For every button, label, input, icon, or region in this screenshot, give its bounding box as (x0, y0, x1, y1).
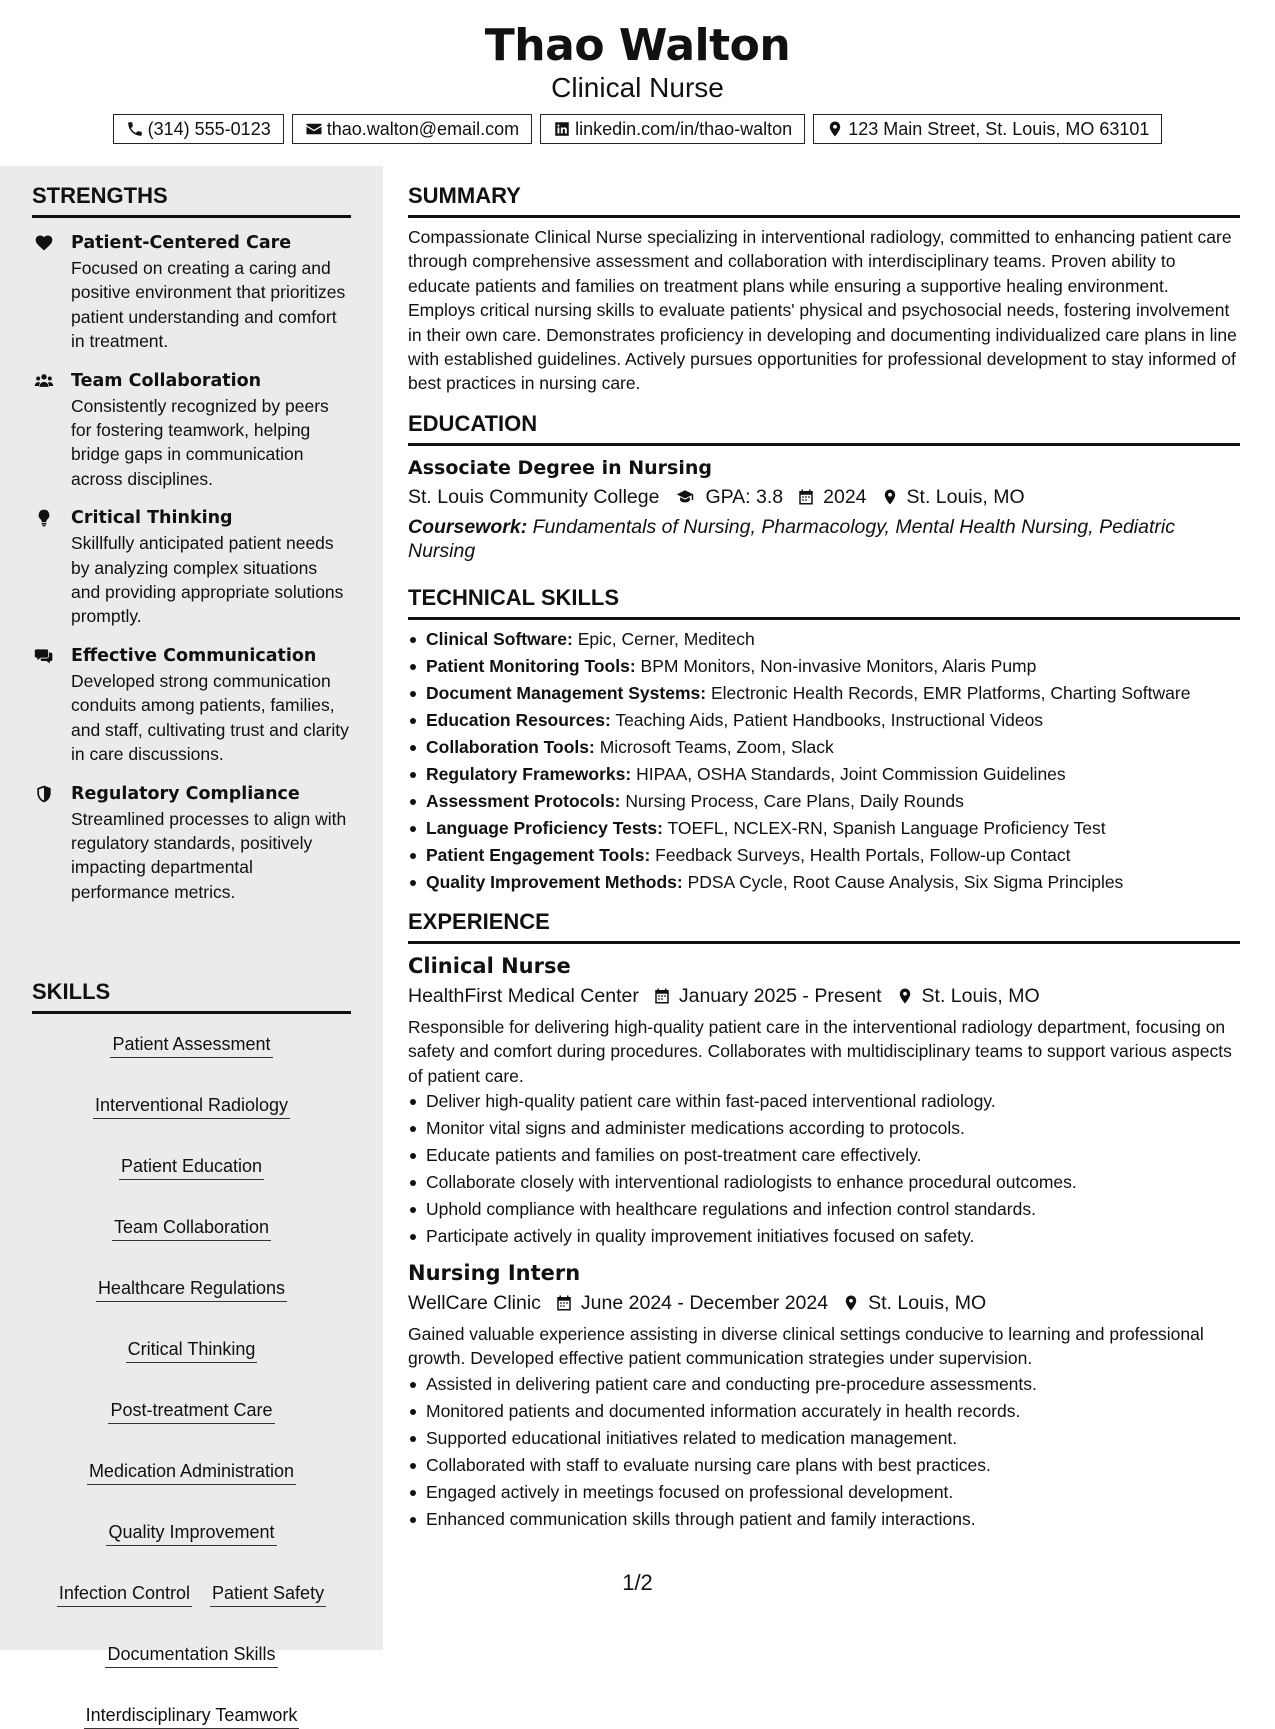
job-dates: June 2024 - December 2024 (580, 1292, 829, 1315)
list-item (408, 869, 1240, 896)
linkedin-icon (553, 120, 571, 138)
comments-icon (34, 646, 54, 666)
summary-text: Compassionate Clinical Nurse specializing in interventional radiology, committed to enhancing patient care through comprehensive assessment and collaboration with interdisciplinary teams. Proven ability to educate patients and families on treatment plans while ensuring a supportive healing environment. Employs critical nursing skills to evaluate patients' physical and psychosocial needs, fostering involvement in their own care. Demonstrates proficiency in developing and documenting individualized care plans in line with established guidelines. Actively pursues opportunities for professional development to stay informed of best practices in nursing care. (408, 227, 1237, 394)
job-bullets (408, 1371, 1240, 1533)
list-item: Participate actively in quality improvement initiatives focused on safety. (408, 1223, 1240, 1250)
experience-heading: EXPERIENCE (408, 909, 1240, 944)
strength-title: Team Collaboration (71, 370, 262, 391)
list-item (408, 815, 1240, 842)
strength-desc: Streamlined processes to align with regulatory standards, positively impacting departmental performance metrics. (71, 808, 347, 902)
job-title: Nursing Intern (408, 1261, 581, 1286)
strength-item (32, 505, 351, 629)
skill-value: Feedback Surveys, Health Portals, Follow-up Contact (655, 844, 1071, 865)
strength-desc: Consistently recognized by peers for fostering teamwork, helping bridge gaps in communication across disciplines. (71, 395, 329, 489)
lightbulb-icon (34, 508, 54, 528)
list-item: Collaborate closely with interventional radiologists to enhance procedural outcomes. (408, 1169, 1240, 1196)
candidate-name: Thao Walton (484, 20, 791, 71)
skill-label: Regulatory Frameworks: (426, 763, 632, 784)
list-item: Collaborated with staff to evaluate nursing care plans with best practices. (408, 1452, 1240, 1479)
skill-label: Patient Engagement Tools: (426, 844, 651, 865)
heart-icon (34, 233, 54, 253)
experience-section (408, 909, 1240, 1533)
sidebar (0, 166, 383, 1725)
skill-tag: Patient Assessment (110, 1031, 272, 1058)
list-item: Monitored patients and documented information accurately in health records. (408, 1398, 1240, 1425)
candidate-title: Clinical Nurse (551, 72, 724, 103)
list-item (408, 626, 1240, 653)
company-name: HealthFirst Medical Center (408, 984, 639, 1007)
skill-tag: Team Collaboration (112, 1214, 271, 1241)
job-meta (408, 1288, 1240, 1318)
skill-value: Epic, Cerner, Meditech (577, 628, 755, 649)
education-meta (408, 482, 1240, 512)
map-pin-icon (881, 488, 899, 506)
skill-label: Patient Monitoring Tools: (426, 655, 636, 676)
skill-label: Assessment Protocols: (426, 790, 621, 811)
list-item: Uphold compliance with healthcare regulations and infection control standards. (408, 1196, 1240, 1223)
shield-icon (34, 784, 54, 804)
skill-value: Microsoft Teams, Zoom, Slack (599, 736, 834, 757)
linkedin-text: linkedin.com/in/thao-walton (575, 118, 793, 139)
skills-heading: SKILLS (32, 979, 351, 1014)
graduation-cap-icon (673, 488, 697, 506)
page-indicator: 1/2 (622, 1570, 653, 1595)
calendar-icon (555, 1294, 573, 1312)
strength-item (32, 230, 351, 354)
skill-value: TOEFL, NCLEX-RN, Spanish Language Proficiency Test (667, 817, 1106, 838)
graduation-year: 2024 (823, 485, 867, 508)
skill-label: Education Resources: (426, 709, 611, 730)
skill-label: Document Management Systems: (426, 682, 707, 703)
education-location: St. Louis, MO (906, 485, 1025, 508)
contact-address (813, 114, 1162, 144)
job-description: Responsible for delivering high-quality patient care in the interventional radiology department, focusing on safety and comfort during procedures. Collaborates with multidisciplinary teams to support various aspects of patient care. (408, 1016, 1232, 1086)
skill-tag: Documentation Skills (105, 1641, 277, 1668)
technical-skills-section (408, 585, 1240, 896)
address-text: 123 Main Street, St. Louis, MO 63101 (848, 118, 1150, 139)
education-heading: EDUCATION (408, 411, 1240, 446)
coursework (408, 515, 1240, 564)
map-pin-icon (842, 1294, 860, 1312)
coursework-list: Fundamentals of Nursing, Pharmacology, Mental Health Nursing, Pediatric Nursing (408, 515, 1175, 563)
list-item (408, 653, 1240, 680)
skill-tag: Post-treatment Care (108, 1397, 274, 1424)
envelope-icon (305, 120, 323, 138)
strength-item (32, 781, 351, 905)
skill-value: Electronic Health Records, EMR Platforms, Charting Software (710, 682, 1191, 703)
contact-phone[interactable] (113, 114, 284, 144)
skill-label: Collaboration Tools: (426, 736, 595, 757)
list-item: Deliver high-quality patient care within fast-paced interventional radiology. (408, 1088, 1240, 1115)
email-text: thao.walton@email.com (326, 118, 520, 139)
strength-title: Critical Thinking (71, 508, 233, 529)
skill-label: Quality Improvement Methods: (426, 871, 683, 892)
skill-tag: Infection Control (57, 1580, 192, 1607)
contact-bar (0, 114, 1275, 144)
strength-item (32, 643, 351, 767)
skills-list (32, 1031, 351, 1729)
strength-desc: Skillfully anticipated patient needs by analyzing complex situations and providing appropriate solutions promptly. (71, 533, 344, 627)
job-dates: January 2025 - Present (678, 984, 882, 1007)
strength-desc: Focused on creating a caring and positive environment that prioritizes patient understanding and comfort in treatment. (71, 258, 346, 352)
job-location: St. Louis, MO (868, 1292, 987, 1315)
job-entry (408, 951, 1240, 1250)
calendar-icon (797, 488, 815, 506)
map-pin-icon (826, 120, 844, 138)
main-content (408, 166, 1240, 1533)
skill-value: HIPAA, OSHA Standards, Joint Commission Guidelines (636, 763, 1066, 784)
skill-label: Clinical Software: (426, 628, 573, 649)
strength-title: Effective Communication (71, 645, 317, 666)
list-item: Educate patients and families on post-treatment care effectively. (408, 1142, 1240, 1169)
skill-tag: Quality Improvement (106, 1519, 276, 1546)
strength-title: Patient-Centered Care (71, 233, 292, 253)
job-title: Clinical Nurse (408, 953, 571, 978)
job-entry (408, 1258, 1240, 1533)
job-location: St. Louis, MO (921, 984, 1040, 1007)
job-description: Gained valuable experience assisting in diverse clinical settings conducive to learning and professional growth. Developed effective patient communication strategies under supervision. (408, 1324, 1204, 1369)
list-item (408, 788, 1240, 815)
strengths-heading: STRENGTHS (32, 183, 351, 218)
list-item: Monitor vital signs and administer medications according to protocols. (408, 1115, 1240, 1142)
skill-value: Teaching Aids, Patient Handbooks, Instructional Videos (615, 709, 1044, 730)
summary-section (408, 183, 1240, 396)
skill-value: Nursing Process, Care Plans, Daily Rounds (625, 790, 964, 811)
skill-tag: Patient Education (119, 1153, 264, 1180)
technical-skills-heading: TECHNICAL SKILLS (408, 585, 1240, 620)
company-name: WellCare Clinic (408, 1292, 541, 1315)
gpa: GPA: 3.8 (705, 485, 784, 508)
coursework-label: Coursework: (408, 515, 528, 538)
contact-linkedin[interactable] (540, 114, 805, 144)
summary-heading: SUMMARY (408, 183, 1240, 218)
job-meta (408, 981, 1240, 1011)
strengths-section (32, 183, 351, 904)
list-item (408, 707, 1240, 734)
resume-header (0, 0, 1275, 165)
list-item (408, 761, 1240, 788)
list-item: Supported educational initiatives related to medication management. (408, 1425, 1240, 1452)
skill-tag: Critical Thinking (126, 1336, 258, 1363)
phone-text: (314) 555-0123 (147, 118, 271, 139)
skill-tag: Interdisciplinary Teamwork (84, 1702, 300, 1729)
skill-tag: Interventional Radiology (93, 1092, 290, 1119)
contact-email[interactable] (292, 114, 532, 144)
list-item: Enhanced communication skills through patient and family interactions. (408, 1506, 1240, 1533)
list-item: Assisted in delivering patient care and conducting pre-procedure assessments. (408, 1371, 1240, 1398)
phone-icon (126, 120, 144, 138)
skill-label: Language Proficiency Tests: (426, 817, 663, 838)
skill-tag: Medication Administration (87, 1458, 296, 1485)
skill-tag: Healthcare Regulations (96, 1275, 287, 1302)
strength-title: Regulatory Compliance (71, 783, 300, 804)
education-section (408, 411, 1240, 564)
calendar-icon (653, 987, 671, 1005)
skills-section (32, 979, 351, 1729)
job-bullets (408, 1088, 1240, 1250)
degree-name: Associate Degree in Nursing (408, 456, 712, 479)
skill-value: BPM Monitors, Non-invasive Monitors, Alaris Pump (640, 655, 1037, 676)
list-item: Engaged actively in meetings focused on professional development. (408, 1479, 1240, 1506)
list-item (408, 842, 1240, 869)
school-name: St. Louis Community College (408, 485, 660, 508)
technical-skills-list (408, 626, 1240, 896)
list-item (408, 734, 1240, 761)
list-item (408, 680, 1240, 707)
skill-tag: Patient Safety (210, 1580, 326, 1607)
skill-value: PDSA Cycle, Root Cause Analysis, Six Sigma Principles (687, 871, 1124, 892)
strength-desc: Developed strong communication conduits among patients, families, and staff, cultivating trust and clarity in care discussions. (71, 670, 349, 765)
strength-item (32, 368, 351, 492)
map-pin-icon (896, 987, 914, 1005)
users-icon (34, 371, 54, 391)
